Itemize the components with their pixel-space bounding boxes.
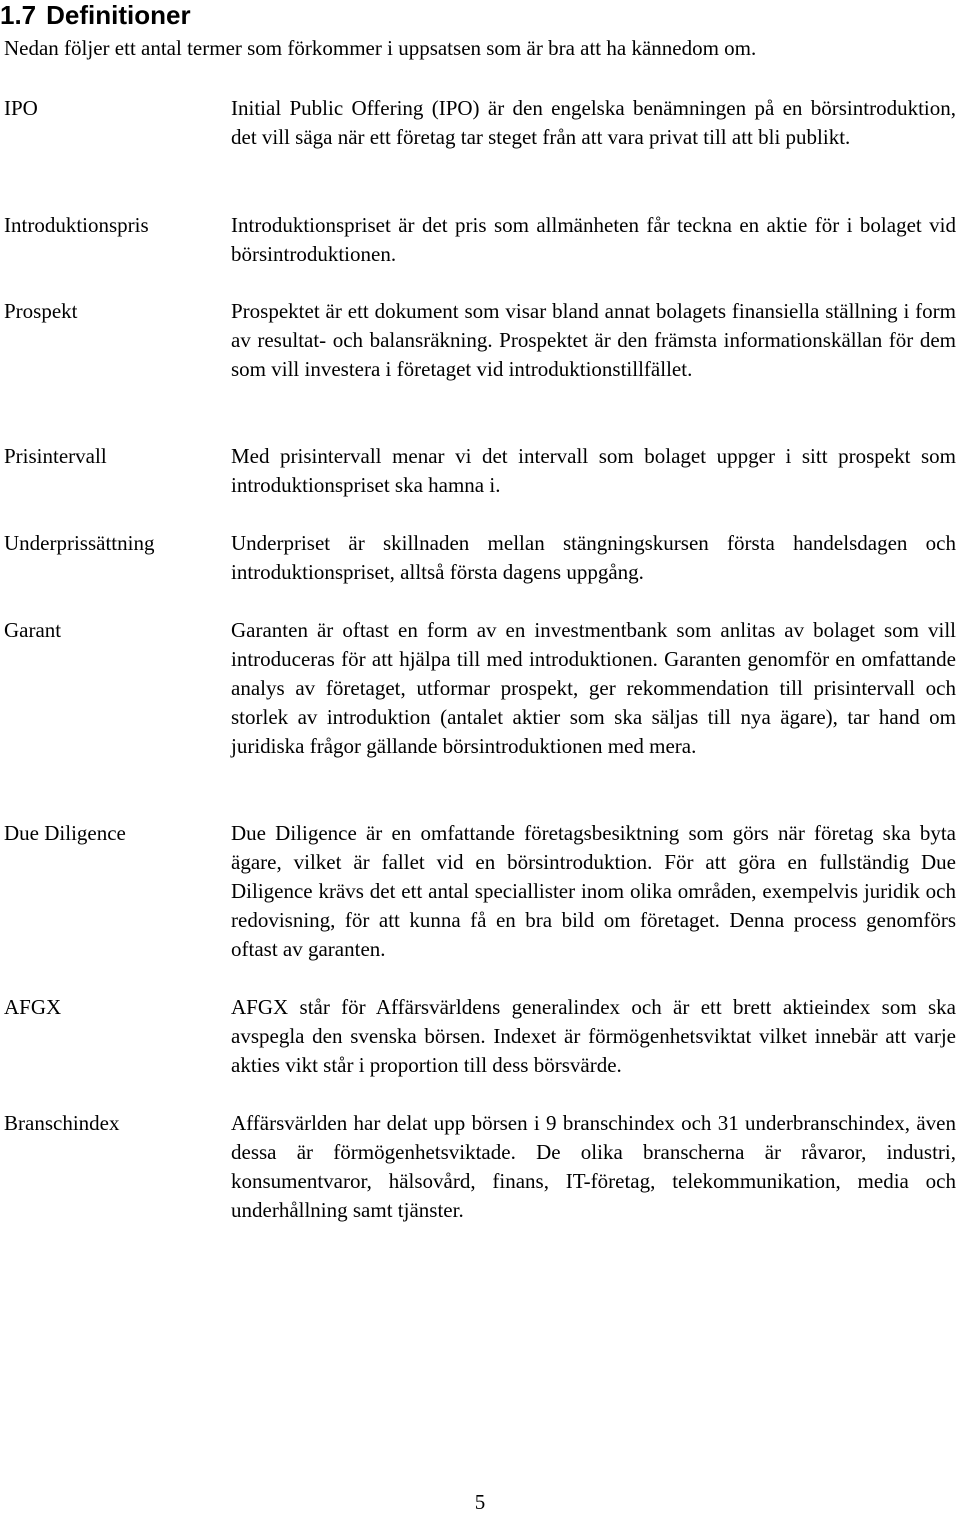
definition-underprissattning: Underpriset är skillnaden mellan stängningskursen första handelsdagen och introduktionspriset, alltså första dagens uppgång.: [231, 531, 956, 584]
section-title: Definitioner: [46, 0, 191, 30]
definition-branschindex: Affärsvärlden har delat upp börsen i 9 branschindex och 31 underbranschindex, även dessa är förmögenhetsviktade. De olika branscherna är råvaror, industri, konsumentvaror, hälsovård, finans, IT-företag, telekommunikation, media och underhållning samt tjänster.: [231, 1111, 956, 1222]
section-heading: [0, 0, 960, 30]
definition-afgx: AFGX står för Affärsvärldens generalindex och är ett brett aktieindex som ska avspegla den svenska börsen. Indexet är förmögenhetsviktat vilket innebär att varje akties vikt står i proportion till dess börsvärde.: [231, 995, 956, 1077]
term-prisintervall: Prisintervall: [4, 444, 107, 468]
term-ipo: IPO: [4, 96, 38, 120]
definition-ipo: Initial Public Offering (IPO) är den engelska benämningen på en börsintroduktion, det vill säga när ett företag tar steget från att vara privat till att bli publikt.: [231, 96, 956, 149]
term-branschindex: Branschindex: [4, 1111, 120, 1135]
section-number: 1.7: [0, 0, 37, 30]
term-introduktionspris: Introduktionspris: [4, 213, 149, 237]
term-due-diligence: Due Diligence: [4, 821, 126, 845]
term-garant: Garant: [4, 618, 62, 642]
definition-prospekt: Prospektet är ett dokument som visar bland annat bolagets finansiella ställning i form av resultat- och balansräkning. Prospektet är den främsta informationskällan för dem som vill investera i företaget vid introduktionstillfället.: [231, 299, 956, 381]
intro-paragraph: Nedan följer ett antal termer som förkommer i uppsatsen som är bra att ha kännedom om.: [4, 36, 757, 60]
definition-due-diligence: Due Diligence är en omfattande företagsbesiktning som görs när företag ska byta ägare, vilket är fallet vid en börsintroduktion. För att göra en fullständig Due Diligence krävs det ett antal speciallister inom olika områden, exempelvis juridik och redovisning, för att kunna få en bra bild om företaget. Denna process genomförs oftast av garanten.: [231, 821, 956, 961]
page-number: 5: [474, 1490, 486, 1514]
term-afgx: AFGX: [4, 995, 62, 1019]
definition-prisintervall: Med prisintervall menar vi det intervall som bolaget uppger i sitt prospekt som introduktionspriset ska hamna i.: [231, 444, 956, 497]
term-underprissattning: Underprissättning: [4, 531, 155, 555]
term-prospekt: Prospekt: [4, 299, 78, 323]
definition-introduktionspris: Introduktionspriset är det pris som allmänheten får teckna en aktie för i bolaget vid börsintroduktionen.: [231, 213, 956, 266]
definition-garant: Garanten är oftast en form av en investmentbank som anlitas av bolaget som vill introduceras för att hjälpa till med introduktionen. Garanten genomför en omfattande analys av företaget, utformar prospekt, ger rekommendation till prisintervall och storlek av introduktion (antalet aktier som ska säljas till nya ägare), tar hand om juridiska frågor gällande börsintroduktionen med mera.: [231, 618, 956, 758]
